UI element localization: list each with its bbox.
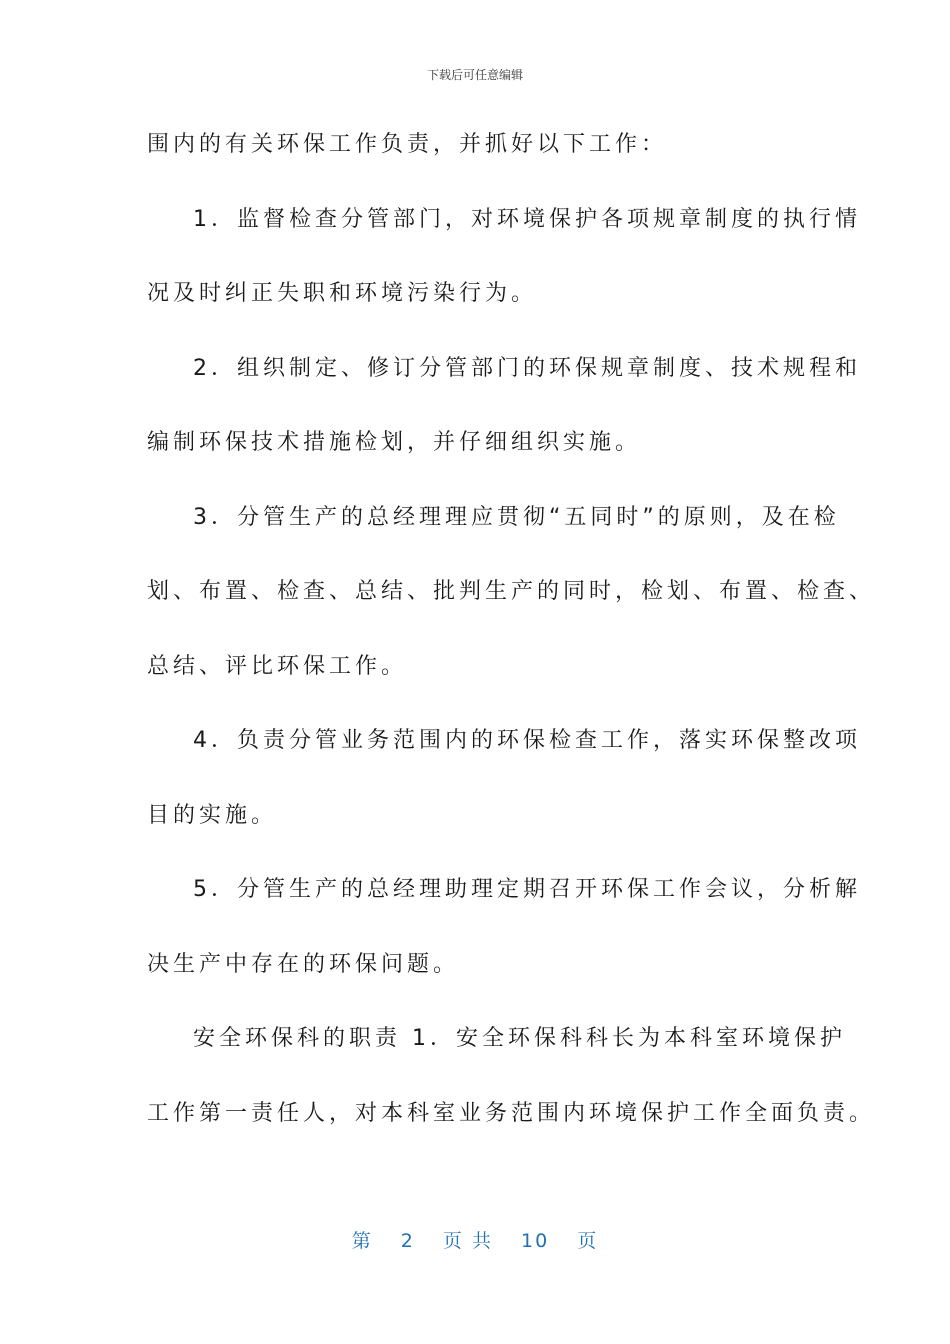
paragraph-line: 目的实施。 xyxy=(147,802,278,828)
paragraph-line: 编制环保技术措施检划，并仔细组织实施。 xyxy=(147,430,642,455)
footer-middle: 页 共 xyxy=(442,1230,493,1252)
paragraph-line: 总结、评比环保工作。 xyxy=(147,653,408,679)
document-body xyxy=(147,126,876,1133)
paragraph-line: 况及时纠正失职和环境污染行为。 xyxy=(147,281,538,306)
paragraph-line: 决生产中存在的环保问题。 xyxy=(147,951,460,977)
paragraph-line: 4．负责分管业务范围内的环保检查工作，落实环保整改项 xyxy=(193,728,861,753)
paragraph-line: 安全环保科的职责 1．安全环保科科长为本科室环境保护 xyxy=(193,1026,846,1051)
footer-prefix: 第 xyxy=(351,1230,373,1252)
footer-suffix: 页 xyxy=(577,1230,599,1252)
paragraph-line: 2．组织制定、修订分管部门的环保规章制度、技术规程和 xyxy=(193,355,861,381)
paragraph-line: 5．分管生产的总经理助理定期召开环保工作会议，分析解 xyxy=(193,877,861,902)
paragraph-line: 围内的有关环保工作负责，并抓好以下工作： xyxy=(147,132,668,157)
paragraph-line: 划、布置、检查、总结、批判生产的同时，检划、布置、检查、 xyxy=(147,579,876,604)
page-header: 下载后可任意编辑 xyxy=(426,68,523,82)
paragraph-line: 工作第一责任人，对本科室业务范围内环境保护工作全面负责。 xyxy=(147,1100,876,1126)
paragraph-line: 3．分管生产的总经理理应贯彻“五同时”的原则，及在检 xyxy=(193,504,840,530)
total-pages-number: 10 xyxy=(521,1230,550,1252)
current-page-number: 2 xyxy=(400,1230,415,1252)
paragraph-line: 1．监督检查分管部门，对环境保护各项规章制度的执行情 xyxy=(193,206,861,232)
page-footer xyxy=(0,1226,950,1253)
